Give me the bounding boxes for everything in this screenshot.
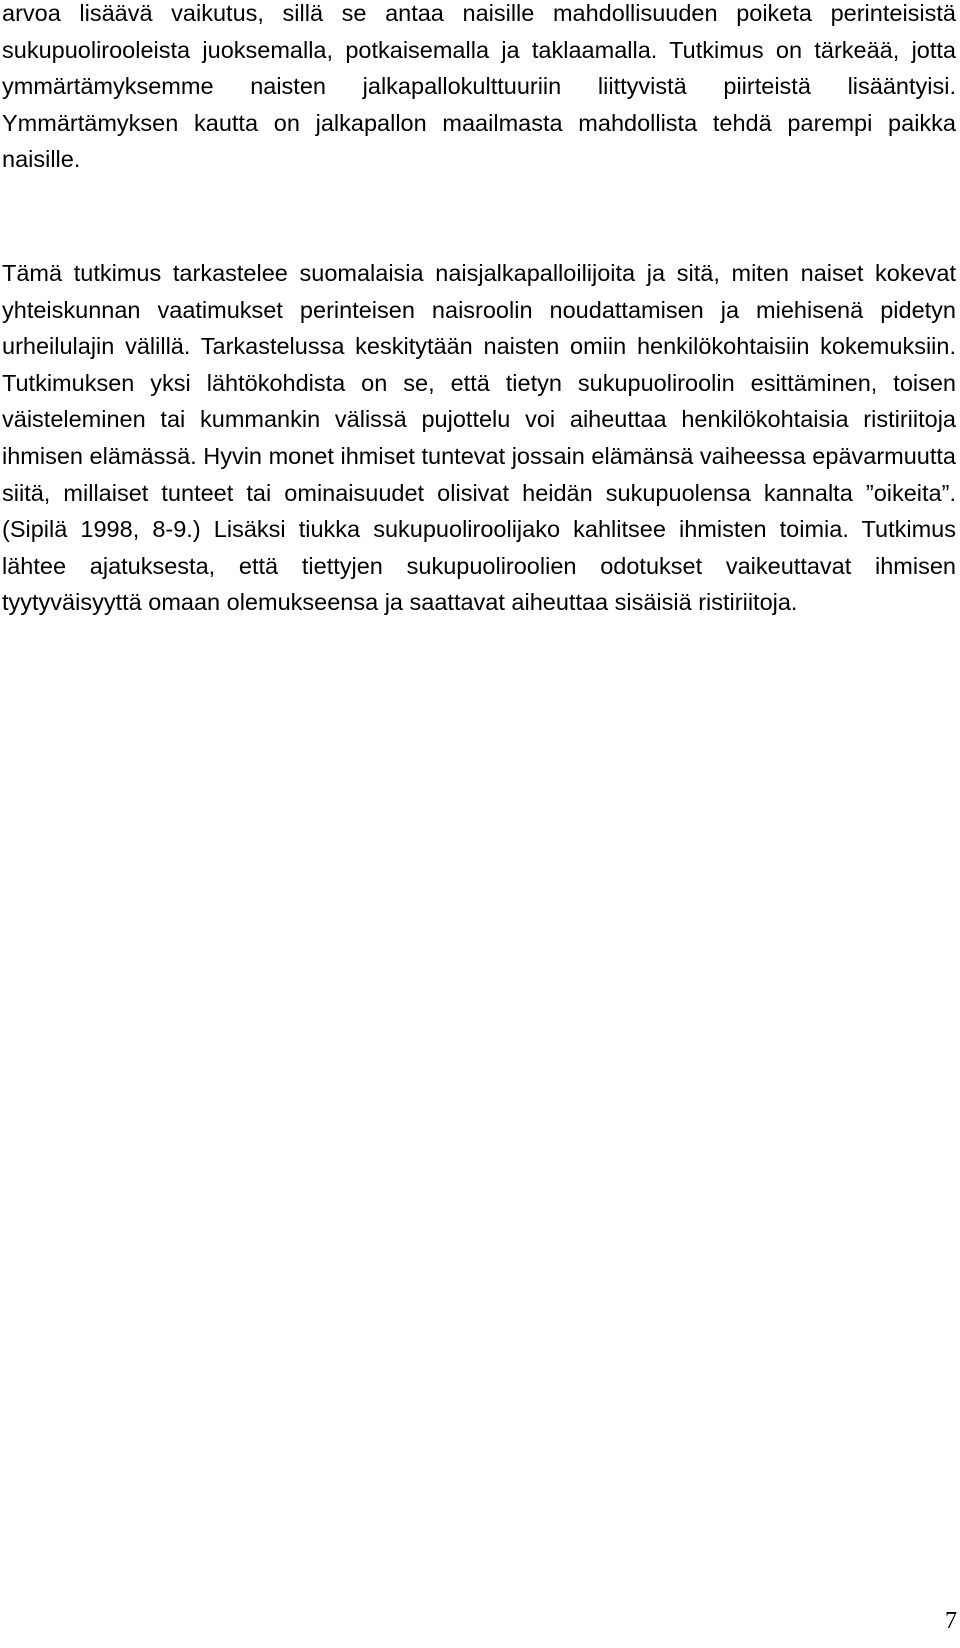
body-paragraph-1: arvoa lisäävä vaikutus, sillä se antaa naisille mahdollisuuden poiketa perinteisistä sukupuolirooleista juoksemalla, potkaisemalla ja taklaamalla. Tutkimus on tärkeää, jotta ymmärtämyksemme naisten jalkapallokulttuuriin liittyvistä piirteistä lisääntyisi. Ymmärtämyksen kautta on jalkapallon maailmasta mahdollista tehdä parempi paikka naisille. — [2, 0, 956, 173]
page-number: 7 — [945, 1608, 957, 1634]
body-paragraph-2: Tämä tutkimus tarkastelee suomalaisia naisjalkapalloilijoita ja sitä, miten naiset kokevat yhteiskunnan vaatimukset perinteisen naisroolin noudattamisen ja miehisenä pidetyn urheilulajin välillä. Tarkastelussa keskitytään naisten omiin henkilökohtaisiin kokemuksiin. Tutkimuksen yksi lähtökohdista on se, että tietyn sukupuoliroolin esittäminen, toisen väisteleminen tai kummankin välissä pujottelu voi aiheuttaa henkilökohtaisia ristiriitoja ihmisen elämässä. Hyvin monet ihmiset tuntevat jossain elämänsä vaiheessa epävarmuutta siitä, millaiset tunteet tai ominaisuudet olisivat heidän sukupuolensa kannalta ”oikeita”. (Sipilä 1998, 8-9.) Lisäksi tiukka sukupuoliroolijako kahlitsee ihmisten toimia. Tutkimus lähtee ajatuksesta, että tiettyjen sukupuoliroolien odotukset vaikeuttavat ihmisen tyytyväisyyttä omaan olemukseensa ja saattavat aiheuttaa sisäisiä ristiriitoja. — [2, 260, 956, 616]
